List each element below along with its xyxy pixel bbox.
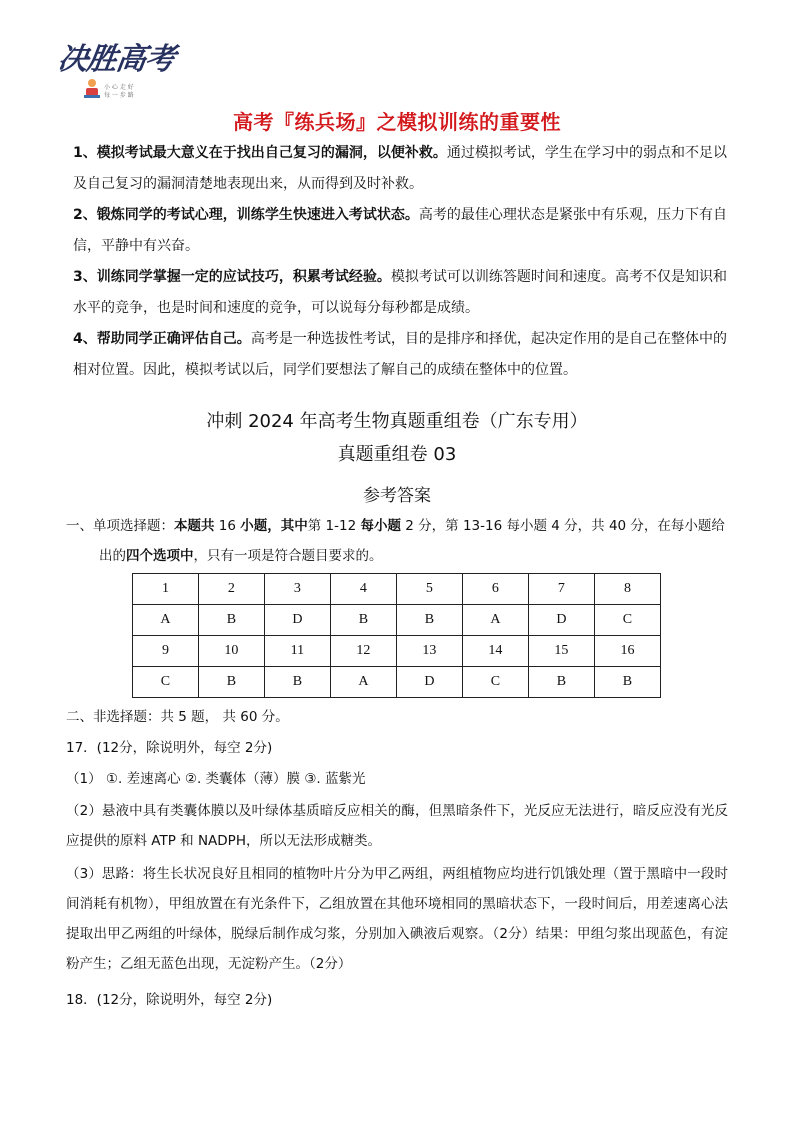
table-cell: B [594, 667, 660, 698]
table-cell: 10 [198, 636, 264, 667]
section1-bold-c: 每小题 [360, 518, 401, 534]
table-cell: A [462, 605, 528, 636]
intro-paragraph-1 [73, 138, 727, 200]
answer-heading: 参考答案 [363, 486, 431, 506]
section1-count: 16 [214, 518, 241, 534]
table-row-answers-1 [133, 605, 661, 636]
intro-paragraph-4 [73, 324, 727, 386]
table-cell: D [528, 605, 594, 636]
intro-text-4: 高考是一种选拔性考试，目的是排序和择优，起决定作用的是自己在整体中的相对位置。因此，模拟考试以后，同学们要想法了解自己的成绩在整体中的位置。 [73, 331, 727, 378]
table-row-numbers-2 [133, 636, 661, 667]
table-cell: 5 [396, 574, 462, 605]
table-cell: 13 [396, 636, 462, 667]
table-cell: 16 [594, 636, 660, 667]
section1-line2-b: 四个选项中 [126, 548, 194, 564]
table-cell: B [330, 605, 396, 636]
q17-header: 17．(12分，除说明外，每空 2分) [66, 740, 273, 756]
table-cell: A [330, 667, 396, 698]
page-title: 高考『练兵场』之模拟训练的重要性 [233, 110, 561, 134]
table-cell: B [198, 605, 264, 636]
table-cell: 3 [264, 574, 330, 605]
table-cell: B [264, 667, 330, 698]
table-cell: 7 [528, 574, 594, 605]
logo-slogan-left: 小 心 走 好 [104, 84, 134, 91]
q17-part1: （1） ①. 差速离心 ②. 类囊体（薄）膜 ③. 蓝紫光 [66, 771, 366, 787]
table-row-answers-2 [133, 667, 661, 698]
table-row-numbers-1 [133, 574, 661, 605]
q17-part2: （2）悬液中具有类囊体膜以及叶绿体基质暗反应相关的酶，但黑暗条件下，光反应无法进行，暗反应没有光反应提供的原料 ATP 和 NADPH，所以无法形成糖类。 [66, 803, 728, 849]
table-cell: A [133, 605, 199, 636]
logo-slogan-right: 每 一 步 路 [104, 92, 134, 99]
section1-mid: 2 分，第 13-16 每小题 4 分，共 40 分，在每小题给 [401, 518, 725, 534]
logo-text: 决胜高考 [55, 42, 177, 77]
student-figure-icon [82, 78, 102, 100]
intro-text-2: 高考的最佳心理状态是紧张中有乐观，压力下有自信，平静中有兴奋。 [73, 207, 728, 254]
section1-line2 [99, 541, 761, 571]
table-cell: 9 [133, 636, 199, 667]
q18-header: 18．(12分，除说明外，每空 2分) [66, 992, 273, 1008]
table-cell: 2 [198, 574, 264, 605]
brand-logo [55, 42, 177, 104]
intro-bold-3: 3、训练同学掌握一定的应试技巧，积累考试经验。 [73, 269, 391, 285]
section1-range: 第 1-12 [307, 518, 361, 534]
intro-bold-2: 2、锻炼同学的考试心理，训练学生快速进入考试状态。 [73, 207, 419, 223]
section1-prefix: 一、单项选择题： [66, 518, 174, 534]
answer-table [132, 573, 661, 698]
table-cell: 8 [594, 574, 660, 605]
section2-heading: 二、非选择题：共 5 题， 共 60 分。 [66, 709, 289, 725]
table-cell: B [396, 605, 462, 636]
intro-text-1: 通过模拟考试，学生在学习中的弱点和不足以及自己复习的漏洞清楚地表现出来，从而得到及时补救。 [73, 145, 727, 192]
exam-subtitle: 真题重组卷 03 [337, 444, 457, 465]
exam-title: 冲刺 2024 年高考生物真题重组卷（广东专用） [206, 411, 588, 432]
intro-text-3: 模拟考试可以训练答题时间和速度。高考不仅是知识和水平的竞争，也是时间和速度的竞争，可以说每分每秒都是成绩。 [73, 269, 727, 316]
table-cell: B [198, 667, 264, 698]
table-cell: C [462, 667, 528, 698]
section1-line2-a: 出的 [99, 548, 126, 564]
table-cell: 11 [264, 636, 330, 667]
section1-bold-b: 小题，其中 [240, 518, 308, 534]
table-cell: D [396, 667, 462, 698]
section1-line2-c: ，只有一项是符合题目要求的。 [193, 548, 383, 564]
table-cell: B [528, 667, 594, 698]
intro-bold-1: 1、模拟考试最大意义在于找出自己复习的漏洞，以便补救。 [73, 145, 447, 161]
section1-bold-a: 本题共 [174, 518, 215, 534]
table-cell: 15 [528, 636, 594, 667]
table-cell: 6 [462, 574, 528, 605]
table-cell: 1 [133, 574, 199, 605]
table-cell: 14 [462, 636, 528, 667]
table-cell: C [133, 667, 199, 698]
table-cell: 12 [330, 636, 396, 667]
table-cell: C [594, 605, 660, 636]
intro-paragraph-2 [73, 200, 727, 262]
section1-line1 [66, 511, 728, 541]
intro-bold-4: 4、帮助同学正确评估自己。 [73, 331, 251, 347]
table-cell: D [264, 605, 330, 636]
table-cell: 4 [330, 574, 396, 605]
intro-paragraph-3 [73, 262, 727, 324]
q17-part3: （3）思路：将生长状况良好且相同的植物叶片分为甲乙两组，两组植物应均进行饥饿处理（置于黑暗中一段时间消耗有机物），甲组放置在有光条件下，乙组放置在其他环境相同的黑暗状态下，一段时间后，用差速离心法提取出甲乙两组的叶绿体，脱绿后制作成匀浆，分别加入碘液后观察。（2分）结果：甲组匀浆出现蓝色，有淀粉产生；乙组无蓝色出现，无淀粉产生。（2分） [66, 866, 728, 972]
